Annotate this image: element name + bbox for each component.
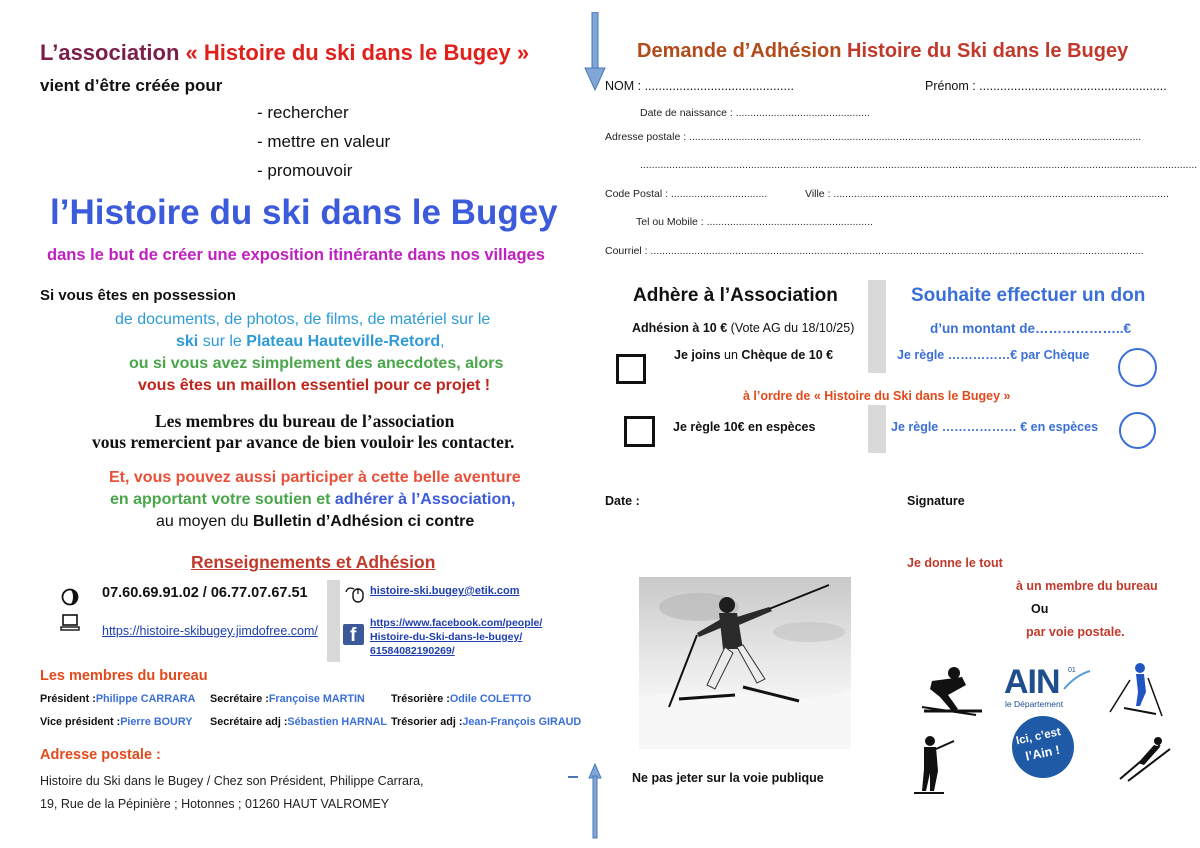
goal-1: - rechercher [257, 103, 349, 122]
left-title-prefix: L’association [40, 40, 186, 65]
email-link[interactable]: histoire-ski.bugey@etik.com [370, 585, 520, 597]
left-title [40, 40, 529, 66]
bureau-vice-president [40, 716, 192, 728]
adhesion-note: (Vote AG du 18/10/25) [727, 321, 855, 335]
form-title-b: Histoire du Ski dans le Bugey [847, 40, 1129, 62]
member-name: Françoise MARTIN [268, 693, 365, 705]
participate-text: Et, vous pouvez aussi participer à cette belle aventure [109, 469, 521, 486]
moyen-a: au moyen du [156, 513, 253, 530]
goal-2: - mettre en valeur [257, 132, 391, 151]
intro-text: vient d’être créée pour [40, 76, 223, 95]
docs-sur: sur le [198, 333, 247, 350]
ain-logo-small: le Département [1005, 699, 1064, 709]
computer-icon [60, 614, 80, 637]
role-label: Secrétaire adj : [210, 716, 288, 728]
docs-ski: ski [176, 333, 199, 350]
donne-tout: Je donne le tout [907, 556, 1003, 570]
circle-don-especes[interactable] [1119, 412, 1156, 449]
renseignements-title: Renseignements et Adhésion [191, 552, 436, 572]
docs-line-2 [176, 333, 445, 351]
arrow-up-icon [584, 762, 606, 845]
don-montant: d’un montant de………………..€ [930, 321, 1131, 336]
contact-divider [327, 580, 340, 662]
mouse-icon [344, 584, 366, 609]
docs-plateau: Plateau Hauteville-Retord [246, 333, 441, 350]
small-dash [568, 776, 578, 778]
possession-text: Si vous êtes en possession [40, 287, 236, 304]
ou-text: Ou [1031, 602, 1049, 616]
form-title [637, 40, 1128, 63]
role-label: Président : [40, 693, 96, 705]
website-link[interactable]: https://histoire-skibugey.jimdofree.com/ [102, 624, 318, 638]
goal-3: - promouvoir [257, 161, 353, 180]
bureau-president [40, 693, 195, 705]
field-naissance[interactable]: Date de naissance : .............................................. [640, 107, 870, 119]
bureau-title: Les membres du bureau [40, 668, 208, 684]
form-divider-bottom [868, 405, 886, 453]
member-name: Sébastien HARNAL [287, 716, 388, 728]
date-label: Date : [605, 494, 640, 508]
bureau-secretaire-adj [210, 716, 387, 728]
field-courriel[interactable]: Courriel : ......................................................................................................................................................................... [605, 245, 1144, 257]
maillon-text: vous êtes un maillon essentiel pour ce projet ! [138, 377, 491, 394]
subtitle: dans le but de créer une exposition itinérante dans nos villages [47, 246, 545, 264]
lain-text: l’Ain ! [1024, 742, 1062, 764]
soutien-a: en apportant votre soutien et [110, 491, 335, 508]
adhere-title: Adhère à l’Association [633, 285, 838, 306]
member-name: Odile COLETTO [449, 693, 532, 705]
circle-don-cheque[interactable] [1118, 348, 1157, 387]
field-adresse-2[interactable]: ............................................................................................................................................................................................... [640, 159, 1198, 171]
skier-icon [918, 665, 984, 722]
facebook-link-1[interactable]: https://www.facebook.com/people/ [370, 617, 543, 629]
docs-comma: , [440, 333, 445, 350]
field-code-postal[interactable]: Code Postal : ................................. [605, 188, 768, 200]
checkbox-especes[interactable] [624, 416, 655, 447]
form-title-a: Demande d’Adhésion [637, 40, 848, 62]
left-title-name: « Histoire du ski dans le Bugey » [185, 40, 530, 65]
anecdotes-text: ou si vous avez simplement des anecdotes, alors [129, 355, 504, 372]
biathlete-icon [908, 733, 956, 800]
ordre-text: à l’ordre de « Histoire du Ski dans le Bugey » [743, 389, 1011, 403]
big-title: l’Histoire du ski dans le Bugey [50, 193, 558, 232]
checkbox-cheque[interactable] [616, 354, 646, 384]
ne-pas-jeter: Ne pas jeter sur la voie publique [632, 771, 824, 785]
cheque-c: Chèque de 10 € [741, 348, 834, 362]
signature-label: Signature [907, 494, 965, 508]
role-label: Secrétaire : [210, 693, 269, 705]
don-cheque: Je règle ……………€ par Chèque [897, 348, 1090, 362]
facebook-icon[interactable]: f [343, 624, 364, 645]
member-name: Jean-François GIRAUD [462, 716, 582, 728]
facebook-link-2[interactable]: Histoire-du-Ski-dans-le-bugey/ [370, 631, 523, 643]
field-nom[interactable]: NOM : ........................................... [605, 79, 794, 93]
soutien-b: adhérer à l’Association, [334, 491, 516, 508]
member-name: Philippe CARRARA [95, 693, 196, 705]
address-line-1: Histoire du Ski dans le Bugey / Chez son Président, Philippe Carrara, [40, 774, 424, 788]
field-adresse[interactable]: Adresse postale : ........................................................................................................................................................... [605, 131, 1142, 143]
bureau-tresorier-adj [391, 716, 581, 728]
cheque-b: un [724, 348, 742, 362]
adhesion-text [632, 321, 854, 335]
postale-text: par voie postale. [1026, 625, 1125, 639]
role-label: Trésorière : [391, 693, 450, 705]
ain-logo [1000, 663, 1095, 713]
field-ville[interactable]: Ville : ................................................................................................................... [805, 188, 1169, 200]
ski-jumper-icon [1114, 735, 1174, 790]
phone-numbers: 07.60.69.91.02 / 06.77.07.67.51 [102, 585, 308, 601]
facebook-link-3[interactable]: 61584082190269/ [370, 645, 455, 657]
form-divider-top [868, 280, 886, 373]
cheque-a: Je joins [674, 348, 725, 362]
vintage-skier-photo [639, 577, 851, 749]
role-label: Trésorier adj : [391, 716, 463, 728]
docs-line-1: de documents, de photos, de films, de matériel sur le [115, 311, 491, 328]
ici-cest-lain-badge [1006, 710, 1080, 784]
don-title: Souhaite effectuer un don [911, 285, 1146, 306]
field-prenom[interactable]: Prénom : ...................................................... [925, 79, 1167, 93]
ain-logo-text: AIN [1004, 663, 1060, 701]
soutien-text [110, 491, 515, 509]
don-especes: Je règle ……………… € en espèces [891, 420, 1099, 434]
members-line-2: vous remercient par avance de bien vouloir les contacter. [92, 432, 515, 452]
adhesion-amount: Adhésion à 10 € [632, 321, 728, 335]
field-tel[interactable]: Tel ou Mobile : ......................................................... [636, 216, 873, 228]
address-line-2: 19, Rue de la Pépinière ; Hotonnes ; 01260 HAUT VALROMEY [40, 797, 390, 811]
especes-text: Je règle 10€ en espèces [673, 420, 816, 434]
cheque-text [674, 348, 833, 362]
moyen-text [156, 513, 474, 531]
member-name: Pierre BOURY [120, 716, 193, 728]
bureau-tresoriere [391, 693, 531, 705]
ain-logo-01: 01 [1068, 667, 1076, 674]
role-label: Vice président : [40, 716, 121, 728]
members-line-1: Les membres du bureau de l’association [155, 411, 455, 431]
moyen-b: Bulletin d’Adhésion ci contre [252, 513, 475, 530]
address-title: Adresse postale : [40, 747, 161, 763]
membre-bureau: à un membre du bureau [1016, 579, 1158, 593]
ici-cest-text: Ici, c’est [1015, 726, 1062, 748]
bureau-secretaire [210, 693, 365, 705]
phone-icon [61, 587, 79, 612]
arrow-down-icon [584, 12, 606, 97]
blue-skier-icon [1106, 660, 1166, 725]
